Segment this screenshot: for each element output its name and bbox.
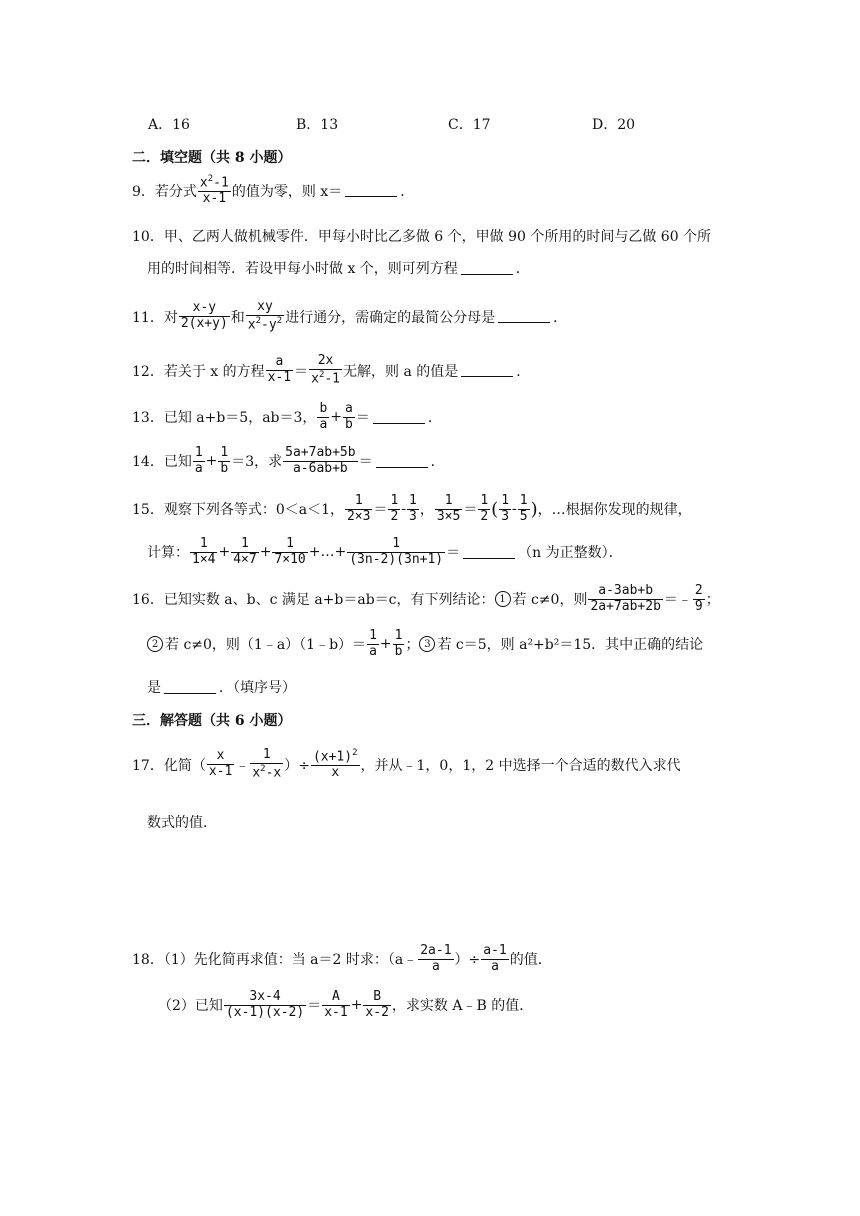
answer-blank bbox=[461, 262, 513, 275]
question-12: 12．若关于 x 的方程 $\frac{a}{x-1}$ ＝ $\frac{2x}{x^2-1}$ 无解，则 a 的值是 ． bbox=[132, 353, 531, 387]
denominator: a-6ab+b bbox=[292, 460, 348, 476]
numerator: x-y bbox=[192, 300, 217, 316]
answer-blank bbox=[164, 681, 216, 694]
denominator: 7×10 bbox=[274, 551, 306, 567]
denominator: x-2 bbox=[365, 1004, 389, 1020]
fraction bbox=[190, 537, 217, 568]
question-17-line2: 数式的值． bbox=[147, 815, 217, 831]
circled-number: 1 bbox=[495, 591, 511, 607]
numerator: 1 bbox=[369, 628, 377, 643]
fraction bbox=[311, 748, 360, 781]
denominator: $x^2-1$ bbox=[311, 369, 341, 387]
denominator: 2a+7ab+2b bbox=[590, 598, 661, 614]
denominator: a bbox=[431, 958, 440, 974]
denominator: 2 bbox=[390, 508, 399, 524]
section-heading-fill: 二．填空题（共 8 小题） bbox=[132, 150, 292, 166]
answer-blank bbox=[376, 455, 428, 468]
fraction bbox=[198, 174, 231, 207]
denominator: b bbox=[394, 643, 403, 659]
fraction bbox=[481, 944, 508, 975]
fraction bbox=[193, 446, 205, 477]
denominator: x-1 bbox=[324, 1004, 348, 1020]
answer-blank bbox=[498, 310, 550, 323]
numerator: 1 bbox=[444, 493, 453, 508]
denominator: b bbox=[345, 416, 353, 432]
denominator: $x^2-x$ bbox=[252, 763, 282, 781]
parenthesis: ) bbox=[530, 498, 538, 520]
parenthesis: ( bbox=[491, 498, 499, 520]
fraction bbox=[518, 494, 530, 525]
fraction bbox=[407, 494, 419, 525]
fraction bbox=[367, 629, 379, 660]
option-a: A．16 bbox=[148, 117, 190, 133]
fraction bbox=[499, 494, 511, 525]
fraction bbox=[588, 584, 662, 615]
fraction bbox=[343, 402, 355, 433]
option-d: D．20 bbox=[592, 117, 636, 133]
denominator: 2(x+y) bbox=[180, 316, 228, 332]
question-15-line2: 计算： $\frac{1}{1\times 4}$ + $\frac{1}{4\times 7}$ + $\frac{1}{7\times 10}$ +…+ $\frac{1}{(3n-2)(3n+1)}$ ＝ （n 为正整数）． bbox=[147, 536, 623, 567]
question-15-line1: 15．观察下列各等式：0＜a＜1， $\frac{1}{2\times 3}$ ＝ $\frac{1}{2}$ - $\frac{1}{3}$ ， $\frac{1}{3\times 5}$ ＝ $\frac{1}{2}$ ( $\frac{1}{3}$ - $\frac{1}{5}$ ) ，…根据你发现的规律， bbox=[132, 493, 692, 524]
numerator: 1 bbox=[519, 493, 528, 508]
question-13: 13．已知 a+b＝5，ab＝3， $\frac{b}{a}$ + $\frac{a}{b}$ ＝ ． bbox=[132, 401, 442, 432]
fraction bbox=[250, 748, 283, 781]
numerator: 3x-4 bbox=[249, 989, 281, 1004]
numerator: a-1 bbox=[483, 943, 507, 958]
fraction bbox=[224, 990, 306, 1021]
denominator: 2×3 bbox=[346, 508, 371, 524]
denominator: (3n-2)(3n+1) bbox=[349, 551, 444, 567]
numerator: $(x+1)^2$ bbox=[312, 748, 358, 765]
denominator: $x^2-y^2$ bbox=[247, 315, 283, 333]
numerator: 2a-1 bbox=[420, 943, 452, 958]
question-9: 9．若分式 $\frac{x^2-1}{x-1}$ 的值为零，则 x＝ ． bbox=[132, 174, 415, 207]
denominator: 4×7 bbox=[233, 551, 257, 567]
fraction bbox=[218, 446, 230, 477]
answer-blank bbox=[345, 184, 397, 197]
fraction bbox=[231, 537, 258, 568]
numerator: A bbox=[332, 989, 340, 1004]
numerator: 1 bbox=[480, 493, 489, 508]
question-18-part2: （2）已知 $\frac{3x-4}{(x-1)(x-2)}$ ＝ $\frac{A}{x-1}$ + $\frac{B}{x-2}$ ，求实数 A﹣B 的值． bbox=[158, 989, 534, 1020]
answer-blank bbox=[463, 546, 515, 559]
fraction bbox=[435, 494, 462, 525]
denominator: x bbox=[331, 765, 340, 781]
fraction bbox=[418, 944, 453, 975]
question-18-part1: 18．（1）先化简再求值：当 a＝2 时求：（a﹣ $\frac{2a-1}{a}$ ）÷ $\frac{a-1}{a}$ 的值． bbox=[132, 943, 552, 974]
numerator: 5a+7ab+5b bbox=[285, 445, 356, 460]
numerator: 1 bbox=[409, 493, 417, 508]
numerator: a-3ab+b bbox=[598, 583, 654, 598]
fraction bbox=[309, 354, 342, 387]
denominator: 1×4 bbox=[192, 551, 216, 567]
answer-blank bbox=[373, 411, 425, 424]
fraction bbox=[322, 990, 349, 1021]
numerator: 2x bbox=[317, 353, 334, 368]
numerator: 1 bbox=[262, 747, 271, 762]
question-11: 11．对 $\frac{x-y}{2(x+y)}$ 和 $\frac{xy}{x^2-y^2}$ 进行通分，需确定的最简公分母是 ． bbox=[132, 299, 568, 333]
denominator: (x-1)(x-2) bbox=[225, 1004, 305, 1020]
fraction bbox=[246, 300, 284, 333]
numerator: xy bbox=[257, 299, 273, 314]
numerator: b bbox=[319, 401, 328, 416]
fraction bbox=[347, 537, 445, 568]
option-b: B．13 bbox=[296, 117, 339, 133]
fraction bbox=[266, 355, 293, 386]
option-c: C．17 bbox=[448, 117, 491, 133]
numerator: 1 bbox=[392, 536, 401, 551]
numerator: a bbox=[345, 401, 353, 416]
fraction bbox=[388, 494, 400, 525]
section-heading-solve: 三．解答题（共 6 小题） bbox=[132, 713, 292, 729]
denominator: 3×5 bbox=[436, 508, 461, 524]
fraction bbox=[207, 749, 234, 780]
question-10-line1: 10．甲、乙两人做机械零件．甲每小时比乙多做 6 个，甲做 90 个所用的时间与乙做 60 个所 bbox=[132, 229, 712, 245]
denominator: x-1 bbox=[202, 191, 227, 207]
denominator: b bbox=[220, 460, 229, 476]
numerator: 1 bbox=[241, 536, 249, 551]
denominator: a bbox=[194, 460, 203, 476]
numerator: 1 bbox=[390, 493, 399, 508]
denominator: 9 bbox=[694, 598, 703, 614]
numerator: x bbox=[216, 748, 225, 764]
question-16-line1: 16．已知实数 a、b、c 满足 a+b＝ab＝c，有下列结论： 1 若 c≠0，则 $\frac{a-3ab+b}{2a+7ab+2b}$ ＝﹣ $\frac{2}{9}$ ； bbox=[132, 583, 720, 614]
denominator: 2 bbox=[480, 508, 489, 524]
numerator: 1 bbox=[501, 493, 510, 508]
numerator: 1 bbox=[199, 536, 208, 551]
numerator: 1 bbox=[194, 445, 203, 460]
denominator: 5 bbox=[519, 508, 528, 524]
denominator: 3 bbox=[501, 508, 510, 524]
question-16-line3: 是 ．（填序号） bbox=[147, 680, 296, 696]
question-14: 14．已知 $\frac{1}{a}$ + $\frac{1}{b}$ ＝3，求 $\frac{5a+7ab+5b}{a-6ab+b}$ ＝ ． bbox=[132, 445, 445, 476]
question-17: 17．化简（ $\frac{x}{x-1}$ ﹣ $\frac{1}{x^2-x}$ ）÷ $\frac{(x+1)^2}{x}$ ，并从﹣1，0，1，2 中选择一个合适的数代入求代 bbox=[132, 747, 681, 781]
circled-number: 2 bbox=[147, 636, 163, 652]
denominator: x-1 bbox=[208, 764, 233, 780]
numerator: 2 bbox=[694, 583, 703, 598]
fraction bbox=[317, 402, 329, 433]
denominator: a bbox=[369, 643, 377, 659]
fraction bbox=[393, 629, 405, 660]
numerator: 1 bbox=[220, 445, 229, 460]
question-16-line2: 2 若 c≠0，则（1﹣a）（1﹣b）＝ $\frac{1}{a}$ + $\frac{1}{b}$ ； 3 若 c＝5，则 a²+b²＝15．其中正确的结论 bbox=[147, 629, 703, 660]
fraction bbox=[345, 494, 372, 525]
question-10-line2: 用的时间相等．若设甲每小时做 x 个，则可列方程 ． bbox=[147, 261, 530, 277]
fraction bbox=[478, 494, 490, 525]
denominator: a bbox=[319, 416, 328, 432]
denominator: x-1 bbox=[267, 370, 292, 386]
fraction bbox=[272, 537, 307, 568]
circled-number: 3 bbox=[419, 636, 435, 652]
fraction bbox=[363, 990, 390, 1021]
numerator: B bbox=[373, 989, 382, 1004]
fraction bbox=[179, 301, 230, 332]
fraction bbox=[693, 584, 705, 615]
numerator: 1 bbox=[286, 536, 294, 551]
numerator: a bbox=[275, 354, 284, 370]
fraction bbox=[283, 446, 357, 477]
numerator: $x^2-1$ bbox=[199, 174, 229, 191]
denominator: 3 bbox=[409, 508, 417, 524]
numerator: 1 bbox=[394, 628, 403, 643]
numerator: 1 bbox=[354, 493, 363, 508]
denominator: a bbox=[491, 958, 499, 974]
answer-blank bbox=[461, 364, 513, 377]
